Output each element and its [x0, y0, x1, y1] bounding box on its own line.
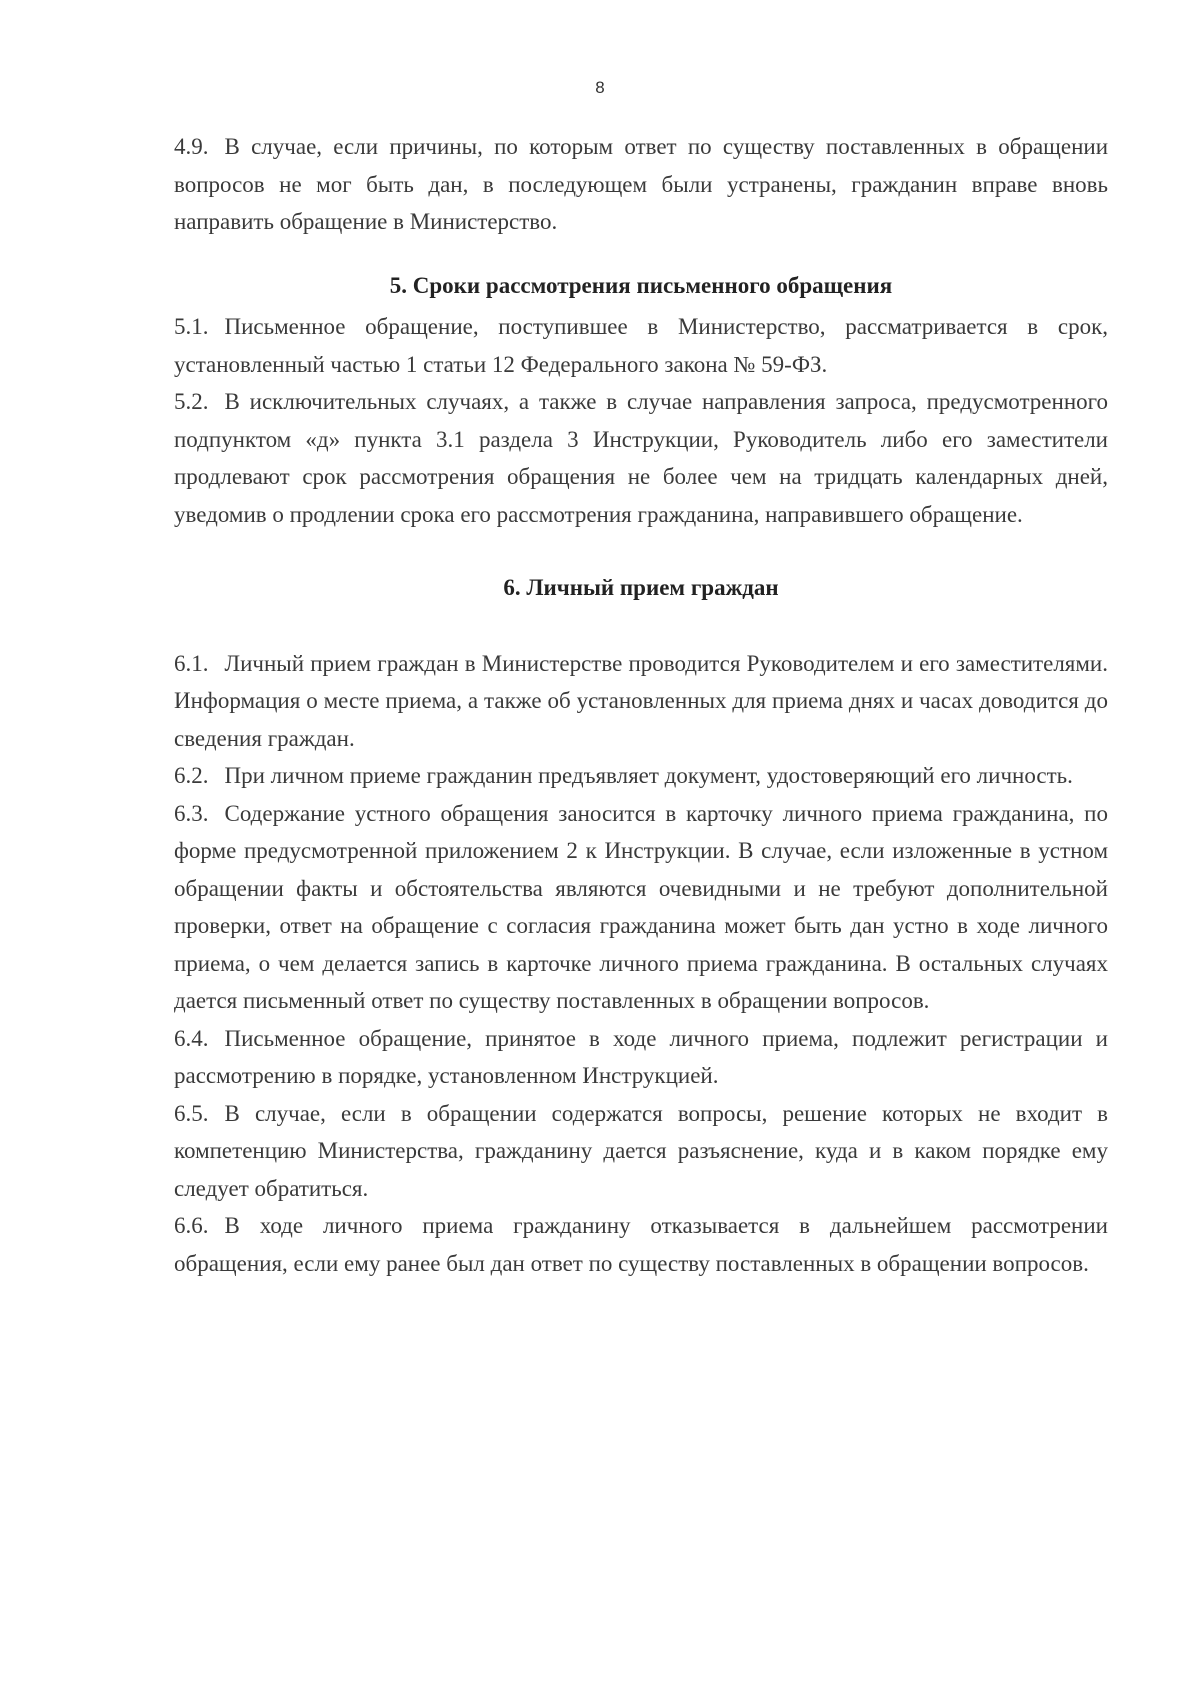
paragraph-6-5 — [174, 1095, 1108, 1208]
paragraph-6-3 — [174, 795, 1108, 1020]
paragraph-text: Письменное обращение, принятое в ходе личного приема, подлежит регистрации и рассмотрению в порядке, установленном Инструкцией. — [174, 1025, 1108, 1088]
paragraph-text: В случае, если в обращении содержатся вопросы, решение которых не входит в компетенцию Министерства, гражданину дается разъяснение, куда и в каком порядке ему следует обратиться. — [174, 1100, 1108, 1201]
paragraph-text: Личный прием граждан в Министерстве проводится Руководителем и его заместителями. Информация о месте приема, а также об установленных для приема днях и часах доводится до сведения граждан. — [174, 650, 1108, 751]
paragraph-text: Содержание устного обращения заносится в карточку личного приема гражданина, по форме предусмотренной приложением 2 к Инструкции. В случае, если изложенные в устном обращении факты и обстоятельства являются очевидными и не требуют дополнительной проверки, ответ на обращение с согласия гражданина может быть дан устно в ходе личного приема, о чем делается запись в карточке личного приема гражданина. В остальных случаях дается письменный ответ по существу поставленных в обращении вопросов. — [174, 800, 1108, 1013]
document-body — [174, 128, 1108, 1282]
paragraph-text: При личном приеме гражданин предъявляет документ, удостоверяющий его личность. — [224, 763, 1073, 788]
paragraph-5-1 — [174, 308, 1108, 383]
paragraph-text: В случае, если причины, по которым ответ по существу поставленных в обращении вопросов не мог быть дан, в последующем были устранены, гражданин вправе вновь направить обращение в Министерство. — [174, 134, 1108, 234]
paragraph-4-9 — [174, 128, 1108, 241]
paragraph-number: 5.1. — [174, 314, 209, 339]
paragraph-6-2 — [174, 757, 1108, 795]
paragraph-text: В исключительных случаях, а также в случае направления запроса, предусмотренного подпунктом «д» пункта 3.1 раздела 3 Инструкции, Руководитель либо его заместители продлевают срок рассмотрения обращения не более чем на тридцать календарных дней, уведомив о продлении срока его рассмотрения гражданина, направившего обращение. — [174, 389, 1108, 527]
paragraph-number: 6.4. — [174, 1025, 209, 1051]
paragraph-number: 6.3. — [174, 800, 209, 826]
paragraph-number: 5.2. — [174, 389, 209, 414]
paragraph-number: 6.1. — [174, 650, 209, 676]
paragraph-number: 4.9. — [174, 134, 209, 159]
paragraph-6-6 — [174, 1207, 1108, 1282]
paragraph-number: 6.5. — [174, 1100, 209, 1126]
paragraph-number: 6.2. — [174, 763, 209, 788]
paragraph-5-2 — [174, 383, 1108, 533]
paragraph-text: Письменное обращение, поступившее в Министерство, рассматривается в срок, установленный частью 1 статьи 12 Федерального закона № 59-ФЗ. — [174, 314, 1108, 377]
section-5-heading: 5. Сроки рассмотрения письменного обращения — [389, 272, 893, 298]
paragraph-6-4 — [174, 1020, 1108, 1095]
page-number: 8 — [595, 78, 605, 97]
paragraph-text: В ходе личного приема гражданину отказывается в дальнейшем рассмотрении обращения, если ему ранее был дан ответ по существу поставленных в обращении вопросов. — [174, 1213, 1108, 1276]
section-6-heading: 6. Личный прием граждан — [503, 575, 779, 600]
paragraph-6-1 — [174, 645, 1108, 758]
paragraph-number: 6.6. — [174, 1213, 209, 1238]
